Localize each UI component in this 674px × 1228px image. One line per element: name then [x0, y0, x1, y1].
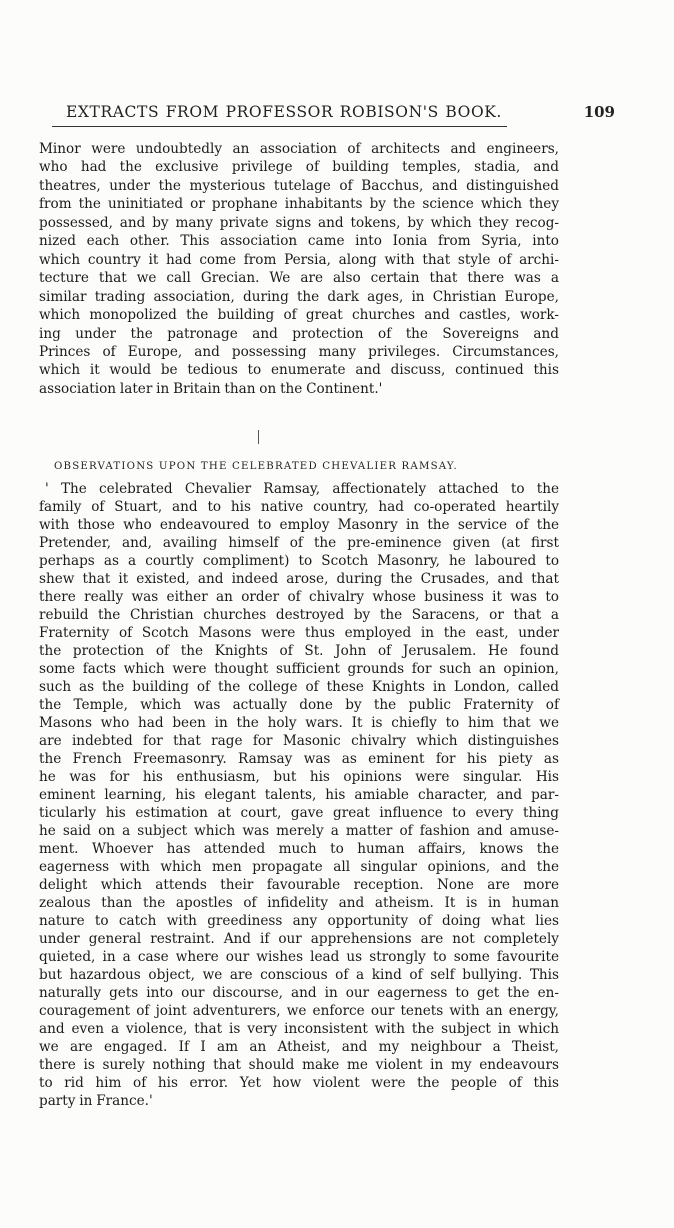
text-line: the protection of the Knights of St. John of Jerusalem. He found: [39, 643, 559, 659]
text-line: eagerness with which men propagate all singular opinions, and the: [39, 859, 559, 875]
text-line: and even a violence, that is very inconsistent with the subject in which: [39, 1021, 559, 1037]
text-line: such as the building of the college of these Knights in London, called: [39, 679, 559, 695]
text-line: which monopolized the building of great churches and castles, work-: [39, 307, 559, 324]
text-line: ' The celebrated Chevalier Ramsay, affectionately attached to the: [45, 481, 559, 497]
text-line: Masons who had been in the holy wars. It is chiefly to him that we: [39, 715, 559, 731]
text-line: he was for his enthusiasm, but his opinions were singular. His: [39, 769, 559, 785]
text-line: with those who endeavoured to employ Masonry in the service of the: [39, 517, 559, 533]
text-line: couragement of joint adventurers, we enforce our tenets with an energy,: [39, 1003, 559, 1019]
text-line: similar trading association, during the dark ages, in Christian Europe,: [39, 288, 559, 305]
text-line: perhaps as a courtly compliment) to Scotch Masonry, he laboured to: [39, 553, 559, 569]
text-line: Minor were undoubtedly an association of architects and engineers,: [39, 141, 559, 157]
text-line: who had the exclusive privilege of building temples, stadia, and: [39, 159, 559, 176]
text-line: Fraternity of Scotch Masons were thus employed in the east, under: [39, 625, 559, 641]
text-line: tecture that we call Grecian. We are also certain that there was a: [39, 270, 559, 287]
text-line: the Temple, which was actually done by the public Fraternity of: [39, 697, 559, 713]
text-line: nature to catch with greediness any opportunity of doing what lies: [39, 913, 559, 929]
text-line: naturally gets into our discourse, and in our eagerness to get the en-: [39, 985, 559, 1001]
text-line: which country it had come from Persia, along with that style of archi-: [39, 251, 559, 268]
text-line: rebuild the Christian churches destroyed by the Saracens, or that a: [39, 607, 559, 623]
text-line: there is surely nothing that should make me violent in my endeavours: [39, 1057, 559, 1073]
text-line: nized each other. This association came into Ionia from Syria, into: [39, 233, 559, 250]
running-head: EXTRACTS FROM PROFESSOR ROBISON'S BOOK.: [66, 103, 502, 121]
text-line: quieted, in a case where our wishes lead us strongly to some favourite: [39, 949, 559, 965]
text-line: but hazardous object, we are conscious of a kind of self bullying. This: [39, 967, 559, 983]
text-line: ment. Whoever has attended much to human affairs, knows the: [39, 841, 559, 857]
text-line: there really was either an order of chivalry whose business it was to: [39, 589, 559, 605]
text-line: family of Stuart, and to his native country, had co-operated heartily: [39, 499, 559, 515]
text-line: ticularly his estimation at court, gave great influence to every thing: [39, 805, 559, 821]
text-line: under general restraint. And if our apprehensions are not completely: [39, 931, 559, 947]
text-line: which it would be tedious to enumerate and discuss, continued this: [39, 362, 559, 379]
text-line: shew that it existed, and indeed arose, during the Crusades, and that: [39, 571, 559, 587]
text-line: from the uninitiated or prophane inhabitants by the science which they: [39, 196, 559, 213]
text-line: zealous than the apostles of infidelity and atheism. It is in human: [39, 895, 559, 911]
text-line: Princes of Europe, and possessing many privileges. Circumstances,: [39, 343, 559, 360]
text-line: party in France.': [39, 1093, 153, 1109]
column-mark: [258, 430, 260, 444]
text-line: Pretender, and, availing himself of the pre-eminence given (at first: [39, 535, 559, 551]
text-line: eminent learning, his elegant talents, his amiable character, and par-: [39, 787, 559, 803]
text-line: theatres, under the mysterious tutelage of Bacchus, and distinguished: [39, 177, 559, 194]
text-line: possessed, and by many private signs and tokens, by which they recog-: [39, 214, 559, 231]
text-line: delight which attends their favourable reception. None are more: [39, 877, 559, 893]
text-line: some facts which were thought sufficient grounds for such an opinion,: [39, 661, 559, 677]
text-line: ing under the patronage and protection of the Sovereigns and: [39, 325, 559, 342]
page-number: 109: [583, 103, 615, 121]
text-line: are indebted for that rage for Masonic chivalry which distinguishes: [39, 733, 559, 749]
text-line: to rid him of his error. Yet how violent were the people of this: [39, 1075, 559, 1091]
text-line: we are engaged. If I am an Atheist, and my neighbour a Theist,: [39, 1039, 559, 1055]
text-line: association later in Britain than on the Continent.': [39, 380, 383, 397]
section-heading: OBSERVATIONS UPON THE CELEBRATED CHEVALIER RAMSAY.: [54, 461, 458, 472]
text-line: he said on a subject which was merely a matter of fashion and amuse-: [39, 823, 559, 839]
text-line: the French Freemasonry. Ramsay was as eminent for his piety as: [39, 751, 559, 767]
